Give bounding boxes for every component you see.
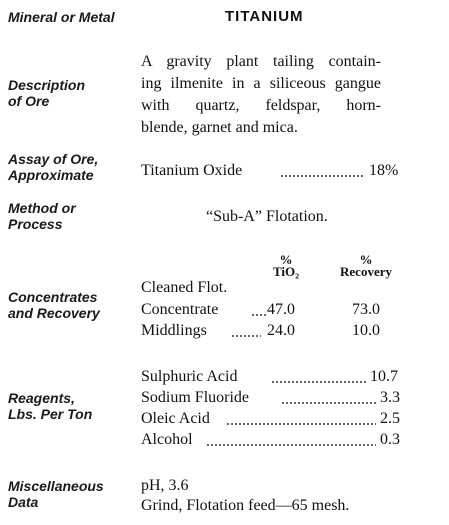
concentrates-group: Cleaned Flot.	[141, 279, 228, 296]
mineral-or-metal-label	[8, 9, 115, 25]
middlings-row-name: Middlings	[141, 322, 207, 339]
concentrates-label	[8, 289, 100, 321]
middlings-row-tio2: 24.0	[267, 322, 295, 339]
description-text	[141, 51, 381, 139]
concentrates-label-line-2: and Recovery	[8, 305, 100, 321]
assay-value: 18%	[369, 162, 399, 179]
misc-label-line-1: Miscellaneous	[8, 478, 104, 494]
reagent-alcohol-dots	[206, 444, 376, 446]
reagent-sulphuric-acid-dots	[271, 381, 367, 383]
misc-grind-line: Grind, Flotation feed—65 mesh.	[141, 497, 350, 514]
tio2-column-header	[266, 254, 306, 278]
assay-leader-dots	[280, 175, 365, 177]
recovery-header-percent: %	[359, 252, 373, 267]
mineral-title: TITANIUM	[225, 8, 304, 25]
reagents-label-line-2: Lbs. Per Ton	[8, 406, 93, 422]
method-value: “Sub-A” Flotation.	[206, 208, 328, 225]
concentrates-label-line-1: Concentrates	[8, 289, 98, 305]
description-line-2: ing ilmenite in a siliceous gangue	[141, 75, 381, 92]
misc-label-line-2: Data	[8, 494, 39, 510]
mineral-label-text: Mineral or Metal	[8, 9, 115, 25]
assay-item: Titanium Oxide	[141, 162, 243, 179]
recovery-header-label: Recovery	[340, 264, 392, 279]
description-label-line-2: of Ore	[8, 93, 50, 109]
reagents-label-line-1: Reagents,	[8, 390, 75, 406]
description-line-1: A gravity plant tailing contain-	[141, 53, 381, 70]
reagents-label	[8, 390, 92, 422]
assay-label-line-2: Approximate	[8, 167, 94, 183]
misc-label	[8, 478, 104, 510]
recovery-column-header	[330, 254, 402, 278]
reagent-oleic-acid-value: 2.5	[380, 410, 400, 427]
concentrate-row-tio2: 47.0	[267, 301, 295, 318]
method-label-line-2: Process	[8, 216, 63, 232]
middlings-leader-dots	[231, 335, 261, 337]
description-label	[8, 77, 85, 109]
reagent-sulphuric-acid-name: Sulphuric Acid	[141, 368, 238, 385]
reagent-oleic-acid-dots	[226, 423, 376, 425]
reagent-oleic-acid-name: Oleic Acid	[141, 410, 210, 427]
tio2-header-percent: %	[279, 252, 293, 267]
description-line-3: with quartz, feldspar, horn-	[141, 97, 381, 114]
middlings-row-recovery: 10.0	[352, 322, 380, 339]
reagent-sodium-fluoride-value: 3.3	[380, 389, 400, 406]
reagent-alcohol-value: 0.3	[380, 431, 400, 448]
concentrate-leader-dots	[251, 314, 266, 316]
concentrate-row-recovery: 73.0	[352, 301, 380, 318]
reagent-sulphuric-acid-value: 10.7	[370, 368, 398, 385]
method-label-line-1: Method or	[8, 200, 76, 216]
tio2-header-label: TiO₂	[272, 264, 300, 279]
method-label	[8, 200, 76, 232]
misc-ph-line: pH, 3.6	[141, 477, 189, 494]
concentrate-row-name: Concentrate	[141, 301, 219, 318]
reagent-sodium-fluoride-dots	[281, 402, 377, 404]
description-line-4: blende, garnet and mica.	[141, 119, 298, 136]
reagent-sodium-fluoride-name: Sodium Fluoride	[141, 389, 250, 406]
assay-label-line-1: Assay of Ore,	[8, 151, 99, 167]
description-label-line-1: Description	[8, 77, 86, 93]
reagent-alcohol-name: Alcohol	[141, 431, 193, 448]
assay-label	[8, 151, 98, 183]
